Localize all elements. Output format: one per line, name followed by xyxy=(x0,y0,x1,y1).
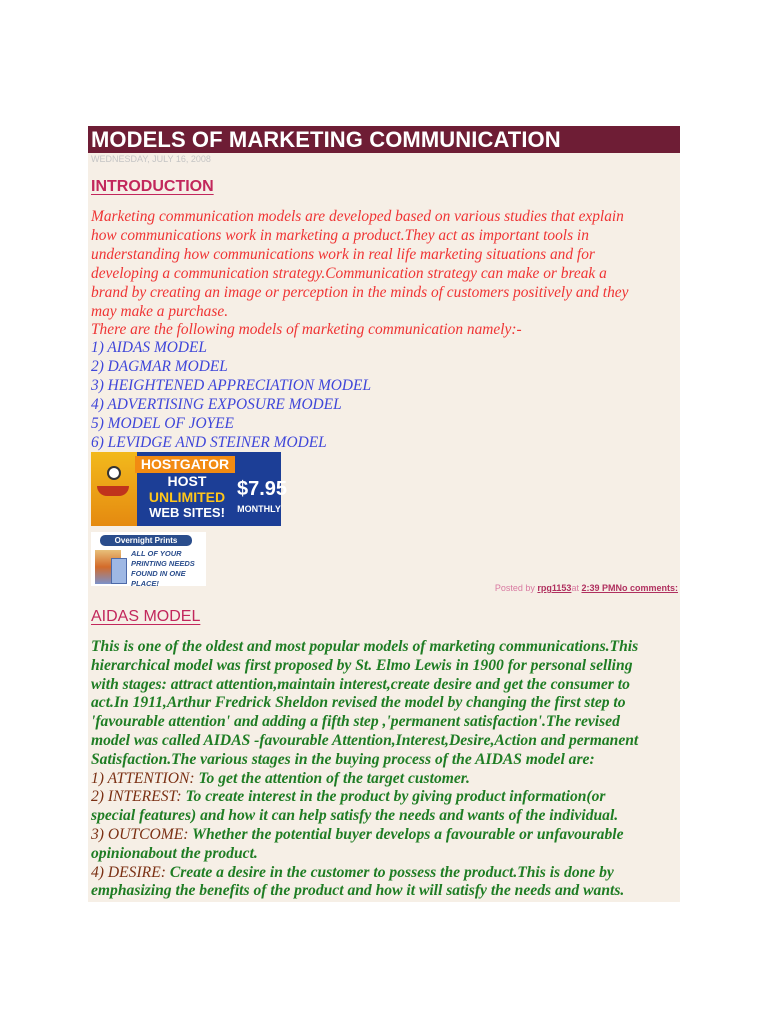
posted-by-label: Posted by xyxy=(494,583,535,593)
title-bar xyxy=(88,126,680,153)
stage-text: Whether the potential buyer develops a favourable or unfavourable xyxy=(188,825,624,843)
model-list xyxy=(91,339,371,452)
list-item: 4) ADVERTISING EXPOSURE MODEL xyxy=(91,395,342,413)
stage-term: 1) ATTENTION: xyxy=(91,769,195,787)
stage-term: 2) INTEREST: xyxy=(91,788,182,806)
post-footer xyxy=(495,582,678,594)
ad-blurb: ALL OF YOUR PRINTING NEEDS FOUND IN ONE PLACE! xyxy=(131,549,195,588)
stage-text: special features) and how it can help satisfy the needs and wants of the individual. xyxy=(91,807,619,825)
stage-line xyxy=(91,845,679,864)
ad-pitch-websites: WEB SITES! xyxy=(149,505,225,520)
blog-post xyxy=(88,126,680,902)
aidas-line: model was called AIDAS -favourable Attention,Interest,Desire,Action and permanent xyxy=(91,731,639,749)
aidas-model-heading: AIDAS MODEL xyxy=(91,608,201,625)
post-date: WEDNESDAY, JULY 16, 2008 xyxy=(91,154,211,164)
at-label: at xyxy=(571,583,579,593)
author-link[interactable]: rpg1153 xyxy=(537,583,572,593)
stage-term: 4) DESIRE: xyxy=(91,863,166,881)
ad-brand: HOSTGATOR xyxy=(135,456,235,473)
list-item: 2) DAGMAR MODEL xyxy=(91,357,228,375)
gator-mascot-icon xyxy=(91,452,137,526)
aidas-line: act.In 1911,Arthur Fredrick Sheldon revised the model by changing the first step to xyxy=(91,694,626,712)
aidas-line: with stages: attract attention,maintain interest,create desire and get the consumer to xyxy=(91,675,630,693)
ad-pitch-host: HOST xyxy=(167,473,207,489)
gator-eye xyxy=(107,466,121,480)
aidas-model-text xyxy=(91,638,679,901)
list-item: 5) MODEL OF JOYEE xyxy=(91,414,234,432)
stage-text: emphasizing the benefits of the product and how it will satisfy the needs and wants. xyxy=(91,882,625,900)
list-item: 6) LEVIDGE AND STEINER MODEL xyxy=(91,433,327,451)
stage-term: 3) OUTCOME: xyxy=(91,825,189,843)
stage-text: Create a desire in the customer to possess the product.This is done by xyxy=(165,863,614,881)
hostgator-ad-banner[interactable] xyxy=(91,452,288,526)
intro-line: may make a purchase. xyxy=(91,302,229,320)
intro-line: understanding how communications work in real life marketing situations and for xyxy=(91,245,595,263)
introduction-heading: INTRODUCTION xyxy=(91,178,214,195)
stage-text: opinionabout the product. xyxy=(91,844,258,862)
aidas-line: hierarchical model was first proposed by St. Elmo Lewis in 1900 for personal selling xyxy=(91,656,633,674)
aidas-line: 'favourable attention' and adding a fifth step ,'permanent satisfaction'.The revised xyxy=(91,713,620,731)
stage-text: To get the attention of the target customer. xyxy=(194,769,470,787)
timestamp-link[interactable]: 2:39 PM xyxy=(581,583,616,593)
ad-pitch-unlimited: UNLIMITED xyxy=(148,489,226,505)
overnight-prints-ad-banner[interactable] xyxy=(91,532,206,586)
intro-line: There are the following models of marketing communication namely:- xyxy=(91,321,522,339)
comments-link[interactable]: No comments: xyxy=(615,583,678,593)
stage-line xyxy=(91,882,679,901)
intro-line: developing a communication strategy.Communication strategy can make or break a xyxy=(91,264,607,282)
intro-line: brand by creating an image or perception in the minds of customers positively and they xyxy=(91,283,629,301)
introduction-text xyxy=(91,208,679,340)
gator-mouth xyxy=(97,486,129,496)
stage-line xyxy=(91,826,679,845)
aidas-line: This is one of the oldest and most popular models of marketing communications.This xyxy=(91,638,639,655)
stage-text: To create interest in the product by giving product information(or xyxy=(181,788,606,806)
intro-line: Marketing communication models are developed based on various studies that explain xyxy=(91,208,624,225)
stage-line xyxy=(91,788,679,807)
post-title: MODELS OF MARKETING COMMUNICATION xyxy=(91,127,561,152)
ad-price-term: MONTHLY xyxy=(237,504,281,514)
aidas-line: Satisfaction.The various stages in the buying process of the AIDAS model are: xyxy=(91,750,595,768)
stage-line xyxy=(91,807,679,826)
intro-line: how communications work in marketing a product.They act as important tools in xyxy=(91,226,589,244)
ad-price: $7.95 xyxy=(237,478,288,500)
list-item: 1) AIDAS MODEL xyxy=(91,339,207,356)
list-item: 3) HEIGHTENED APPRECIATION MODEL xyxy=(91,376,371,394)
stage-line xyxy=(91,770,679,789)
print-sample-image xyxy=(111,558,127,584)
stage-line xyxy=(91,864,679,883)
overnight-prints-logo: Overnight Prints xyxy=(100,535,192,546)
